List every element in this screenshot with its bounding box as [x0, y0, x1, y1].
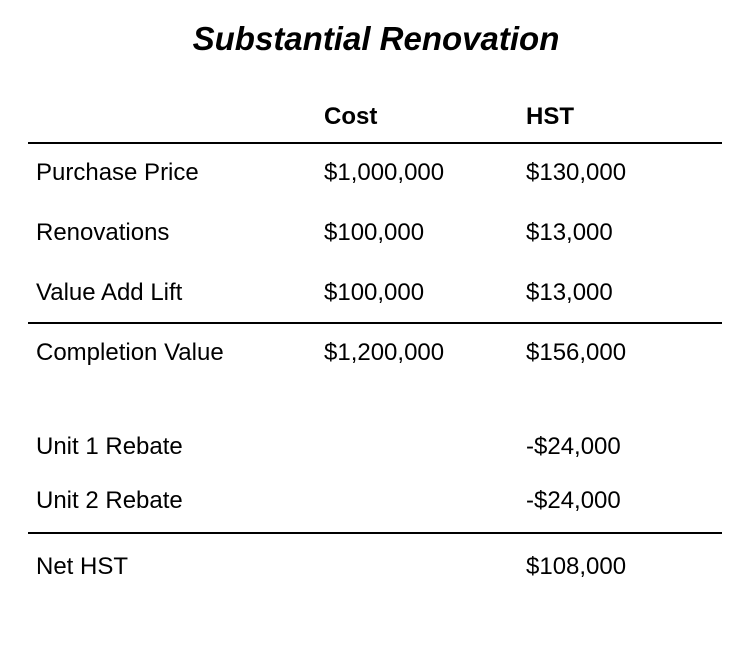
row-cost-completion-value: $1,200,000: [324, 339, 445, 366]
row-hst-unit-2-rebate: -$24,000: [526, 487, 621, 514]
page-title: Substantial Renovation: [192, 20, 560, 57]
column-header-hst: HST: [526, 103, 574, 130]
row-hst-completion-value: $156,000: [526, 339, 627, 366]
row-hst-value-add-lift: $13,000: [526, 279, 613, 306]
row-cost-value-add-lift: $100,000: [324, 279, 425, 306]
total-divider: [28, 532, 722, 534]
row-label-renovations: Renovations: [36, 219, 170, 246]
row-label-completion-value: Completion Value: [36, 339, 224, 366]
row-hst-purchase-price: $130,000: [526, 159, 627, 186]
row-hst-unit-1-rebate: -$24,000: [526, 433, 621, 460]
row-cost-purchase-price: $1,000,000: [324, 159, 445, 186]
header-divider: [28, 142, 722, 144]
subtotal-divider: [28, 322, 722, 324]
column-header-cost: Cost: [324, 103, 378, 130]
row-label-purchase-price: Purchase Price: [36, 159, 199, 186]
row-hst-net-hst: $108,000: [526, 553, 627, 580]
row-label-net-hst: Net HST: [36, 553, 129, 580]
row-hst-renovations: $13,000: [526, 219, 613, 246]
row-label-unit-2-rebate: Unit 2 Rebate: [36, 487, 183, 514]
row-label-unit-1-rebate: Unit 1 Rebate: [36, 433, 183, 460]
row-cost-renovations: $100,000: [324, 219, 425, 246]
row-label-value-add-lift: Value Add Lift: [36, 279, 183, 306]
